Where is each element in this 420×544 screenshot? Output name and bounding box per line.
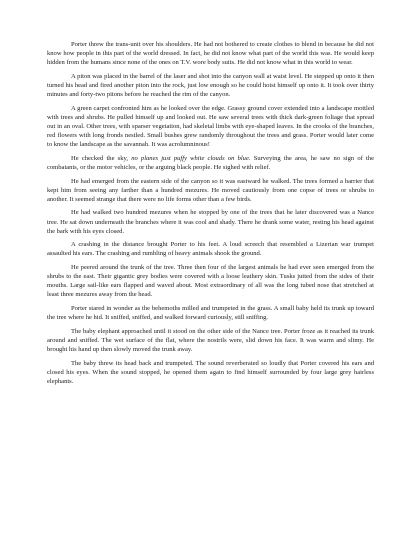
paragraph-2: A piton was placed in the barrel of the laser and shot into the canyon wall at waist level. He stepped up onto it then turned his head and fired another piton into the rock, just low enough so he could hoist himself up onto it. It took over thirty minutes and forty-two pitons before he reached the rim of the canyon. <box>47 72 374 99</box>
document-page <box>47 40 374 386</box>
paragraph-3: A green carpet confronted him as he looked over the edge. Grassy ground cover extended into a landscape mottled with trees and shrubs. He pulled himself up and looked out. He saw several trees with thick dark-green foliage that spread out in an oval. Other trees, with sparser vegetation, had skeletal limbs with eye-shaped leaves. In the crooks of the branches, red flowers with long fronds nestled. Small bushes grew randomly throughout the trees and grass. Porter would later come to know the landscape as the savannah. It was acrolumninous! <box>47 104 374 149</box>
paragraph-4-italic: no planes just puffy white clouds on blue. <box>131 154 251 162</box>
paragraph-7: A crashing in the distance brought Porter to his feet. A loud screech that resembled a Lizerian war trumpet assaulted his ears. The crashing and rumbling of heavy animals shook the ground. <box>47 241 374 258</box>
paragraph-10: The baby elephant approached until it stood on the other side of the Nance tree. Porter froze as it reached its trunk around and sniffed. The wet surface of the flat, where the nostrils were, slid down his face. It was warm and slimy. He brought his hand up then slowly moved the trunk away. <box>47 327 374 354</box>
paragraph-6: He had walked two hundred mezures when he stopped by one of the trees that he later discovered was a Nance tree. He sat down underneath the branches where it was cool and shady. There he drank some water, resting his head against the bark with his eyes closed. <box>47 209 374 235</box>
paragraph-1: Porter threw the trans-unit over his shoulders. He had not bothered to create clothes to blend in because he did not know how people in this part of the world dressed. In fact, he did not know what part of the world this was. He would keep hidden from the humans since none of the ones on T.V. wore body suits. He did not know what in this world to wear. <box>47 41 374 67</box>
paragraph-4-end: Surveying the area, he saw no sign of the combatants, or the motor vehicles, or the arguing black people. He sighed with relief. <box>47 154 374 171</box>
paragraph-5: He had emerged from the eastern side of the canyon so it was eastward he walked. The trees formed a barrier that kept him from seeing any farther than a hundred mezures. He moved cautiously from one copse of trees or shrubs to another. It seemed strange that there were no life forms other than a few birds. <box>47 177 374 203</box>
paragraph-9: Porter stared in wonder as the behemoths milled and trumpeted in the grass. A small baby held its trunk up toward the tree where he hid. It sniffed, sniffed, and walked forward curiously, still sniffing. <box>47 305 374 322</box>
paragraph-8: He peered around the trunk of the tree. Three then four of the largest animals he had ever seen emerged from the shrubs to the east. Their gigantic grey bodies were covered with a loose leathery skin. Tusks jutted from the sides of their mouths. Large sail-like ears flapped and waved about. Most extraordinary of all was the long tubed nose that stretched at least three mezures away from the head. <box>47 264 374 299</box>
paragraph-4-start: He checked the sky, <box>71 154 132 162</box>
paragraph-11: The baby threw its head back and trumpeted. The sound reverberated so loudly that Porter covered his ears and closed his eyes. When the sound stopped, he opened them again to find himself surrounded by four large grey hairless elephants. <box>47 359 374 385</box>
paragraph-4 <box>47 154 374 172</box>
